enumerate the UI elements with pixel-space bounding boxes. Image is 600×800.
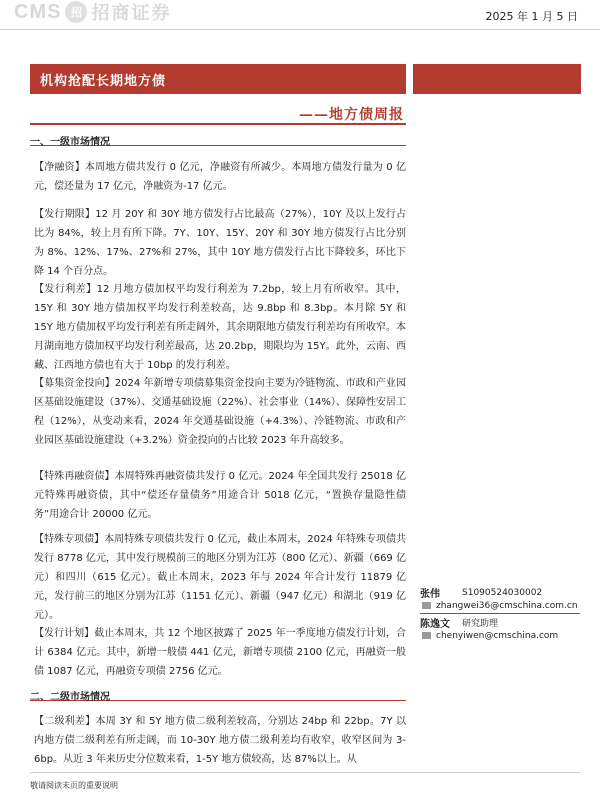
page-header	[0, 0, 600, 30]
paragraph-issuance-plan: 【发行计划】截止本周末，共 12 个地区披露了 2025 年一季度地方债发行计划，合计 6384 亿元。其中，新增一般债 441 亿元，新增专项债 2100 亿元，再融资一般债 1087 亿元，再融资专项债 2756 亿元。	[34, 628, 406, 677]
section-title: 一、一级市场情况	[30, 137, 110, 148]
section-header-secondary	[30, 685, 406, 701]
report-date: 2025 年 1 月 5 日	[485, 10, 578, 23]
footer-disclaimer: 敬请阅读末页的重要说明	[30, 781, 118, 790]
mail-icon	[422, 602, 431, 609]
author-cert: S1090524030002	[462, 587, 543, 598]
title-banner	[30, 64, 406, 94]
logo-badge-icon: 招	[65, 1, 87, 23]
paragraph-special-refinancing: 【特殊再融资债】本周特殊再融资债共发行 0 亿元。2024 年全国共发行 25018 亿元特殊再融资债，其中“偿还存量债务”用途合计 5018 亿元，“置换存量隐性债务”用途合计 20000 亿元。	[34, 471, 406, 520]
title-rule	[30, 123, 406, 125]
paragraph-special-project-bonds: 【特殊专项债】本周特殊专项债共发行 0 亿元，截止本周末，2024 年特殊专项债共发行 8778 亿元，其中发行规模前三的地区分别为江苏（800 亿元）、新疆（669 亿元）和四川（615 亿元）。截止本周末，2023 年与 2024 年合计发行 11879 亿元，发行前三的地区分别为江苏（1151 亿元）、新疆（947 亿元）和湖北（919 亿元）。	[34, 534, 406, 621]
section-title: 二、二级市场情况	[30, 692, 110, 703]
author-email[interactable]: chenyiwen@cmschina.com	[436, 630, 559, 641]
report-title: 机构抢配长期地方债	[40, 74, 167, 89]
author-title: 研究助理	[462, 619, 499, 629]
author-info	[420, 586, 590, 642]
author-name: 张伟	[420, 589, 440, 600]
section-header-primary	[30, 130, 406, 146]
paragraph-fund-allocation: 【募集资金投向】2024 年新增专项债募集资金投向主要为冷链物流、市政和产业园区基础设施建设（37%）、交通基础设施（22%）、社会事业（14%）、保障性安居工程（12%），从变动来看，2024 年交通基础设施（+4.3%）、冷链物流、市政和产业园区基础设施建设（+3.2%）资金投向的占比较 2023 年升高较多。	[34, 378, 406, 446]
author-row	[420, 586, 590, 599]
logo-chinese-name: 招商证券	[91, 3, 172, 24]
company-logo	[14, 0, 171, 24]
author-name: 陈逸文	[420, 619, 450, 630]
author-email-row[interactable]	[420, 629, 590, 642]
paragraph-issuance-spread: 【发行利差】12 月地方债加权平均发行利差为 7.2bp，较上月有所收窄。其中，15Y 和 30Y 地方债加权平均发行利差较高，达 9.8bp 和 8.3bp。本月除 5Y 和 15Y 地方债加权平均发行利差有所走阔外，其余期限地方债发行利差均有所收窄。本月湖南地方债加权平均发行利差最高，达 20.2bp，期限均为 15Y。此外，云南、西藏、江西地方债也有大于 10bp 的发行利差。	[34, 284, 407, 371]
author-email[interactable]: zhangwei36@cmschina.com.cn	[436, 600, 578, 611]
author-row	[420, 616, 590, 629]
footer-divider	[30, 772, 580, 773]
paragraph-net-financing: 【净融资】本周地方债共发行 0 亿元，净融资有所减少。本周地方债发行量为 0 亿元，偿还量为 17 亿元，净融资为-17 亿元。	[34, 162, 406, 192]
paragraph-issuance-term: 【发行期限】12 月 20Y 和 30Y 地方债发行占比最高（27%），10Y 及以上发行占比为 84%，较上月有所下降。7Y、10Y、15Y、20Y 和 30Y 地方债发行占比分别为 8%、12%、17%、27%和 27%，其中 10Y 地方债发行占比下降较多，环比下降 14 个百分点。	[34, 209, 406, 277]
logo-text: CMS	[14, 0, 62, 23]
author-email-row[interactable]	[420, 599, 590, 612]
author-divider	[420, 613, 580, 614]
header-divider	[0, 29, 600, 30]
report-subtitle: ——地方债周报	[299, 107, 404, 123]
sidebar-banner	[413, 64, 581, 94]
paragraph-secondary-spread: 【二级利差】本周 3Y 和 5Y 地方债二级利差较高，分别达 24bp 和 22bp。7Y 以内地方债二级利差有所走阔，而 10-30Y 地方债二级利差均有收窄，收窄区间为 3-6bp。从近 3 年来历史分位数来看，1-5Y 地方债较高，达 87%以上。从	[34, 716, 406, 765]
mail-icon	[422, 632, 431, 639]
